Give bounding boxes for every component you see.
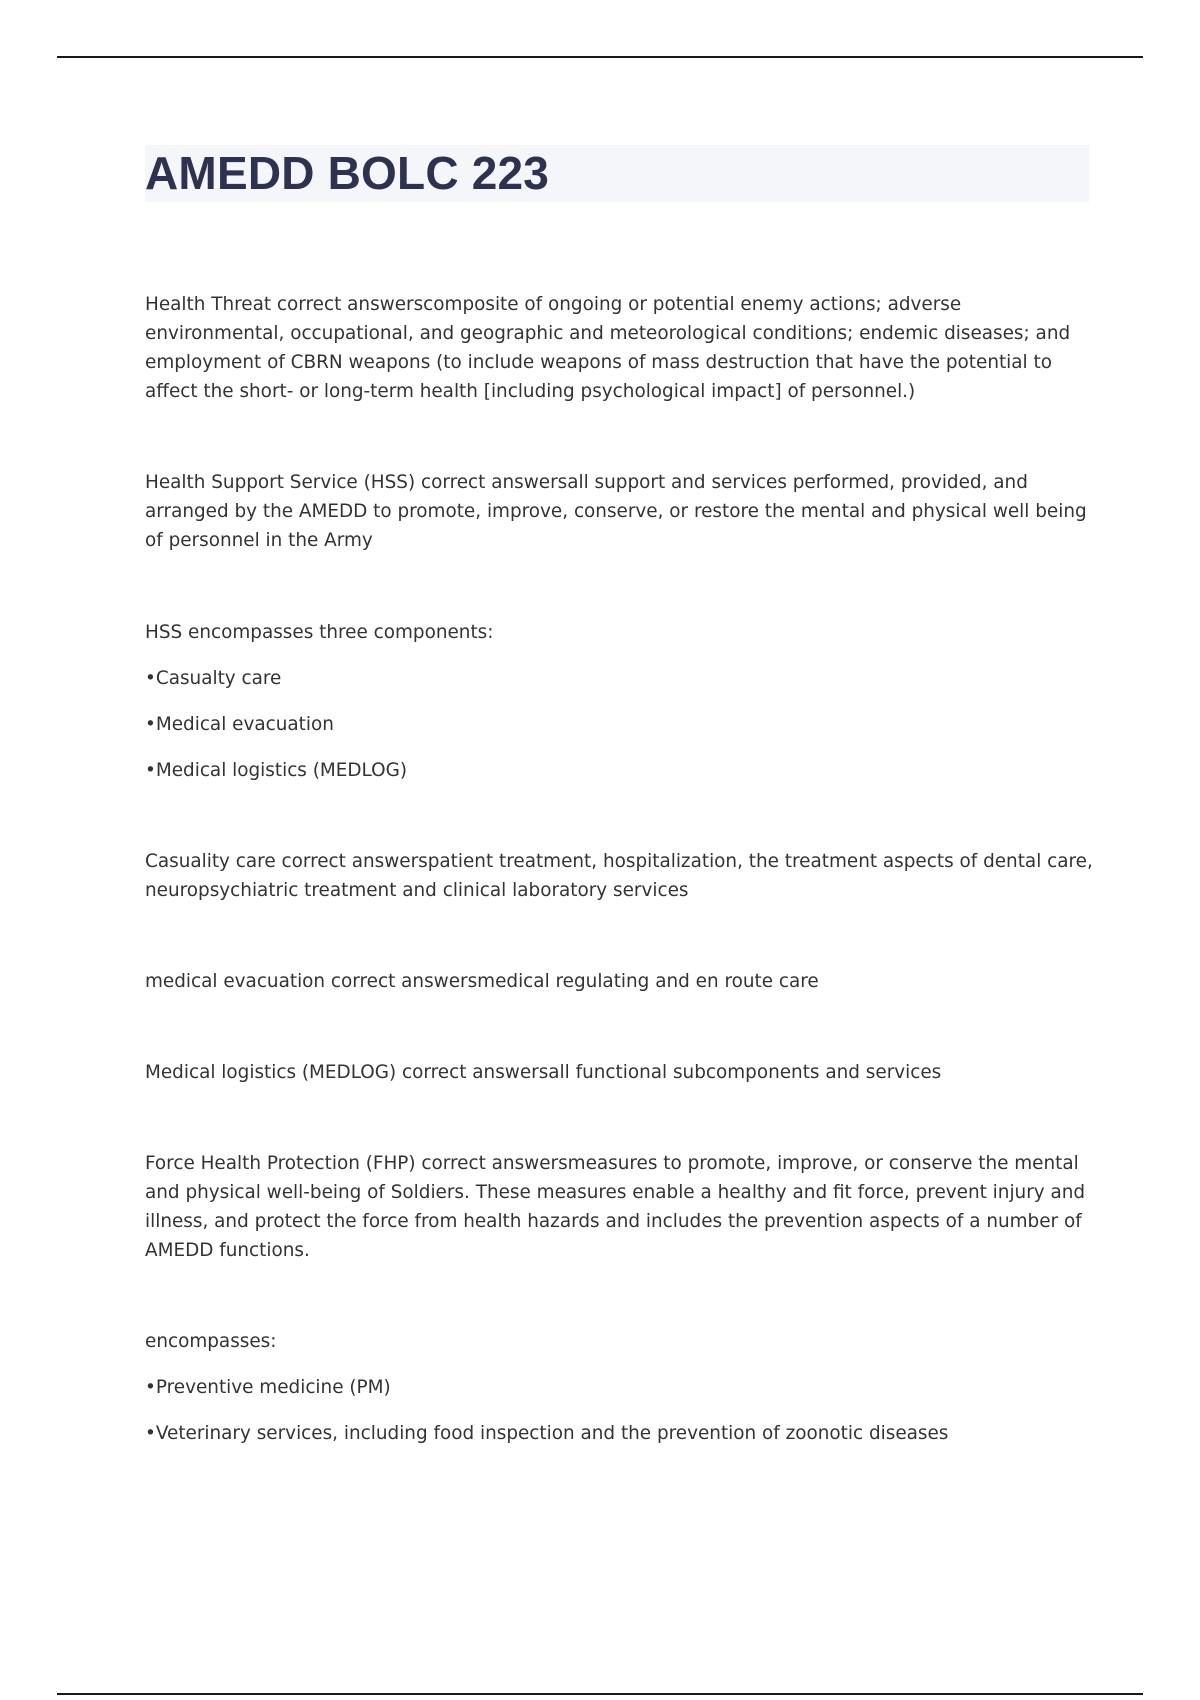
definition-casualty-care <box>145 847 1095 905</box>
list-item: •Veterinary services, including food inspection and the prevention of zoonotic diseases <box>145 1423 949 1444</box>
definition-medical-logistics <box>145 1058 1095 1087</box>
document-body <box>145 290 1095 1448</box>
definition-force-health-protection <box>145 1149 1095 1265</box>
definition-health-threat <box>145 290 1095 406</box>
list-item: •Preventive medicine (PM) <box>145 1377 391 1398</box>
paragraph-text: Medical logistics (MEDLOG) correct answersall functional subcomponents and services <box>145 1062 942 1083</box>
fhp-encompasses-list <box>145 1327 1095 1448</box>
list-heading: HSS encompasses three components: <box>145 622 494 643</box>
list-item: •Medical logistics (MEDLOG) <box>145 760 408 781</box>
paragraph-text: medical evacuation correct answersmedical regulating and en route care <box>145 971 819 992</box>
hss-components-list <box>145 618 1095 785</box>
top-rule <box>57 56 1143 58</box>
paragraph-text: Force Health Protection (FHP) correct answersmeasures to promote, improve, or conserve the mental and physical well-being of Soldiers. These measures enable a healthy and fit force, prevent injury and illness, and protect the force from health hazards and includes the prevention aspects of a number of AMEDD functions. <box>145 1153 1086 1261</box>
list-heading: encompasses: <box>145 1331 277 1352</box>
paragraph-text: Health Support Service (HSS) correct answersall support and services performed, provided, and arranged by the AMEDD to promote, improve, conserve, or restore the mental and physical well being of personnel in the Army <box>145 472 1087 551</box>
paragraph-text: Health Threat correct answerscomposite of ongoing or potential enemy actions; adverse environmental, occupational, and geographic and meteorological conditions; endemic diseases; and employment of CBRN weapons (to include weapons of mass destruction that have the potential to affect the short- or long-term health [including psychological impact] of personnel.) <box>145 294 1071 402</box>
list-item: •Casualty care <box>145 668 282 689</box>
paragraph-text: Casuality care correct answerspatient treatment, hospitalization, the treatment aspects of dental care, neuropsychiatric treatment and clinical laboratory services <box>145 851 1093 901</box>
page-title: AMEDD BOLC 223 <box>145 147 550 199</box>
definition-medical-evacuation <box>145 967 1095 996</box>
definition-health-support-service <box>145 468 1095 555</box>
list-item: •Medical evacuation <box>145 714 334 735</box>
bottom-rule <box>57 1693 1143 1695</box>
